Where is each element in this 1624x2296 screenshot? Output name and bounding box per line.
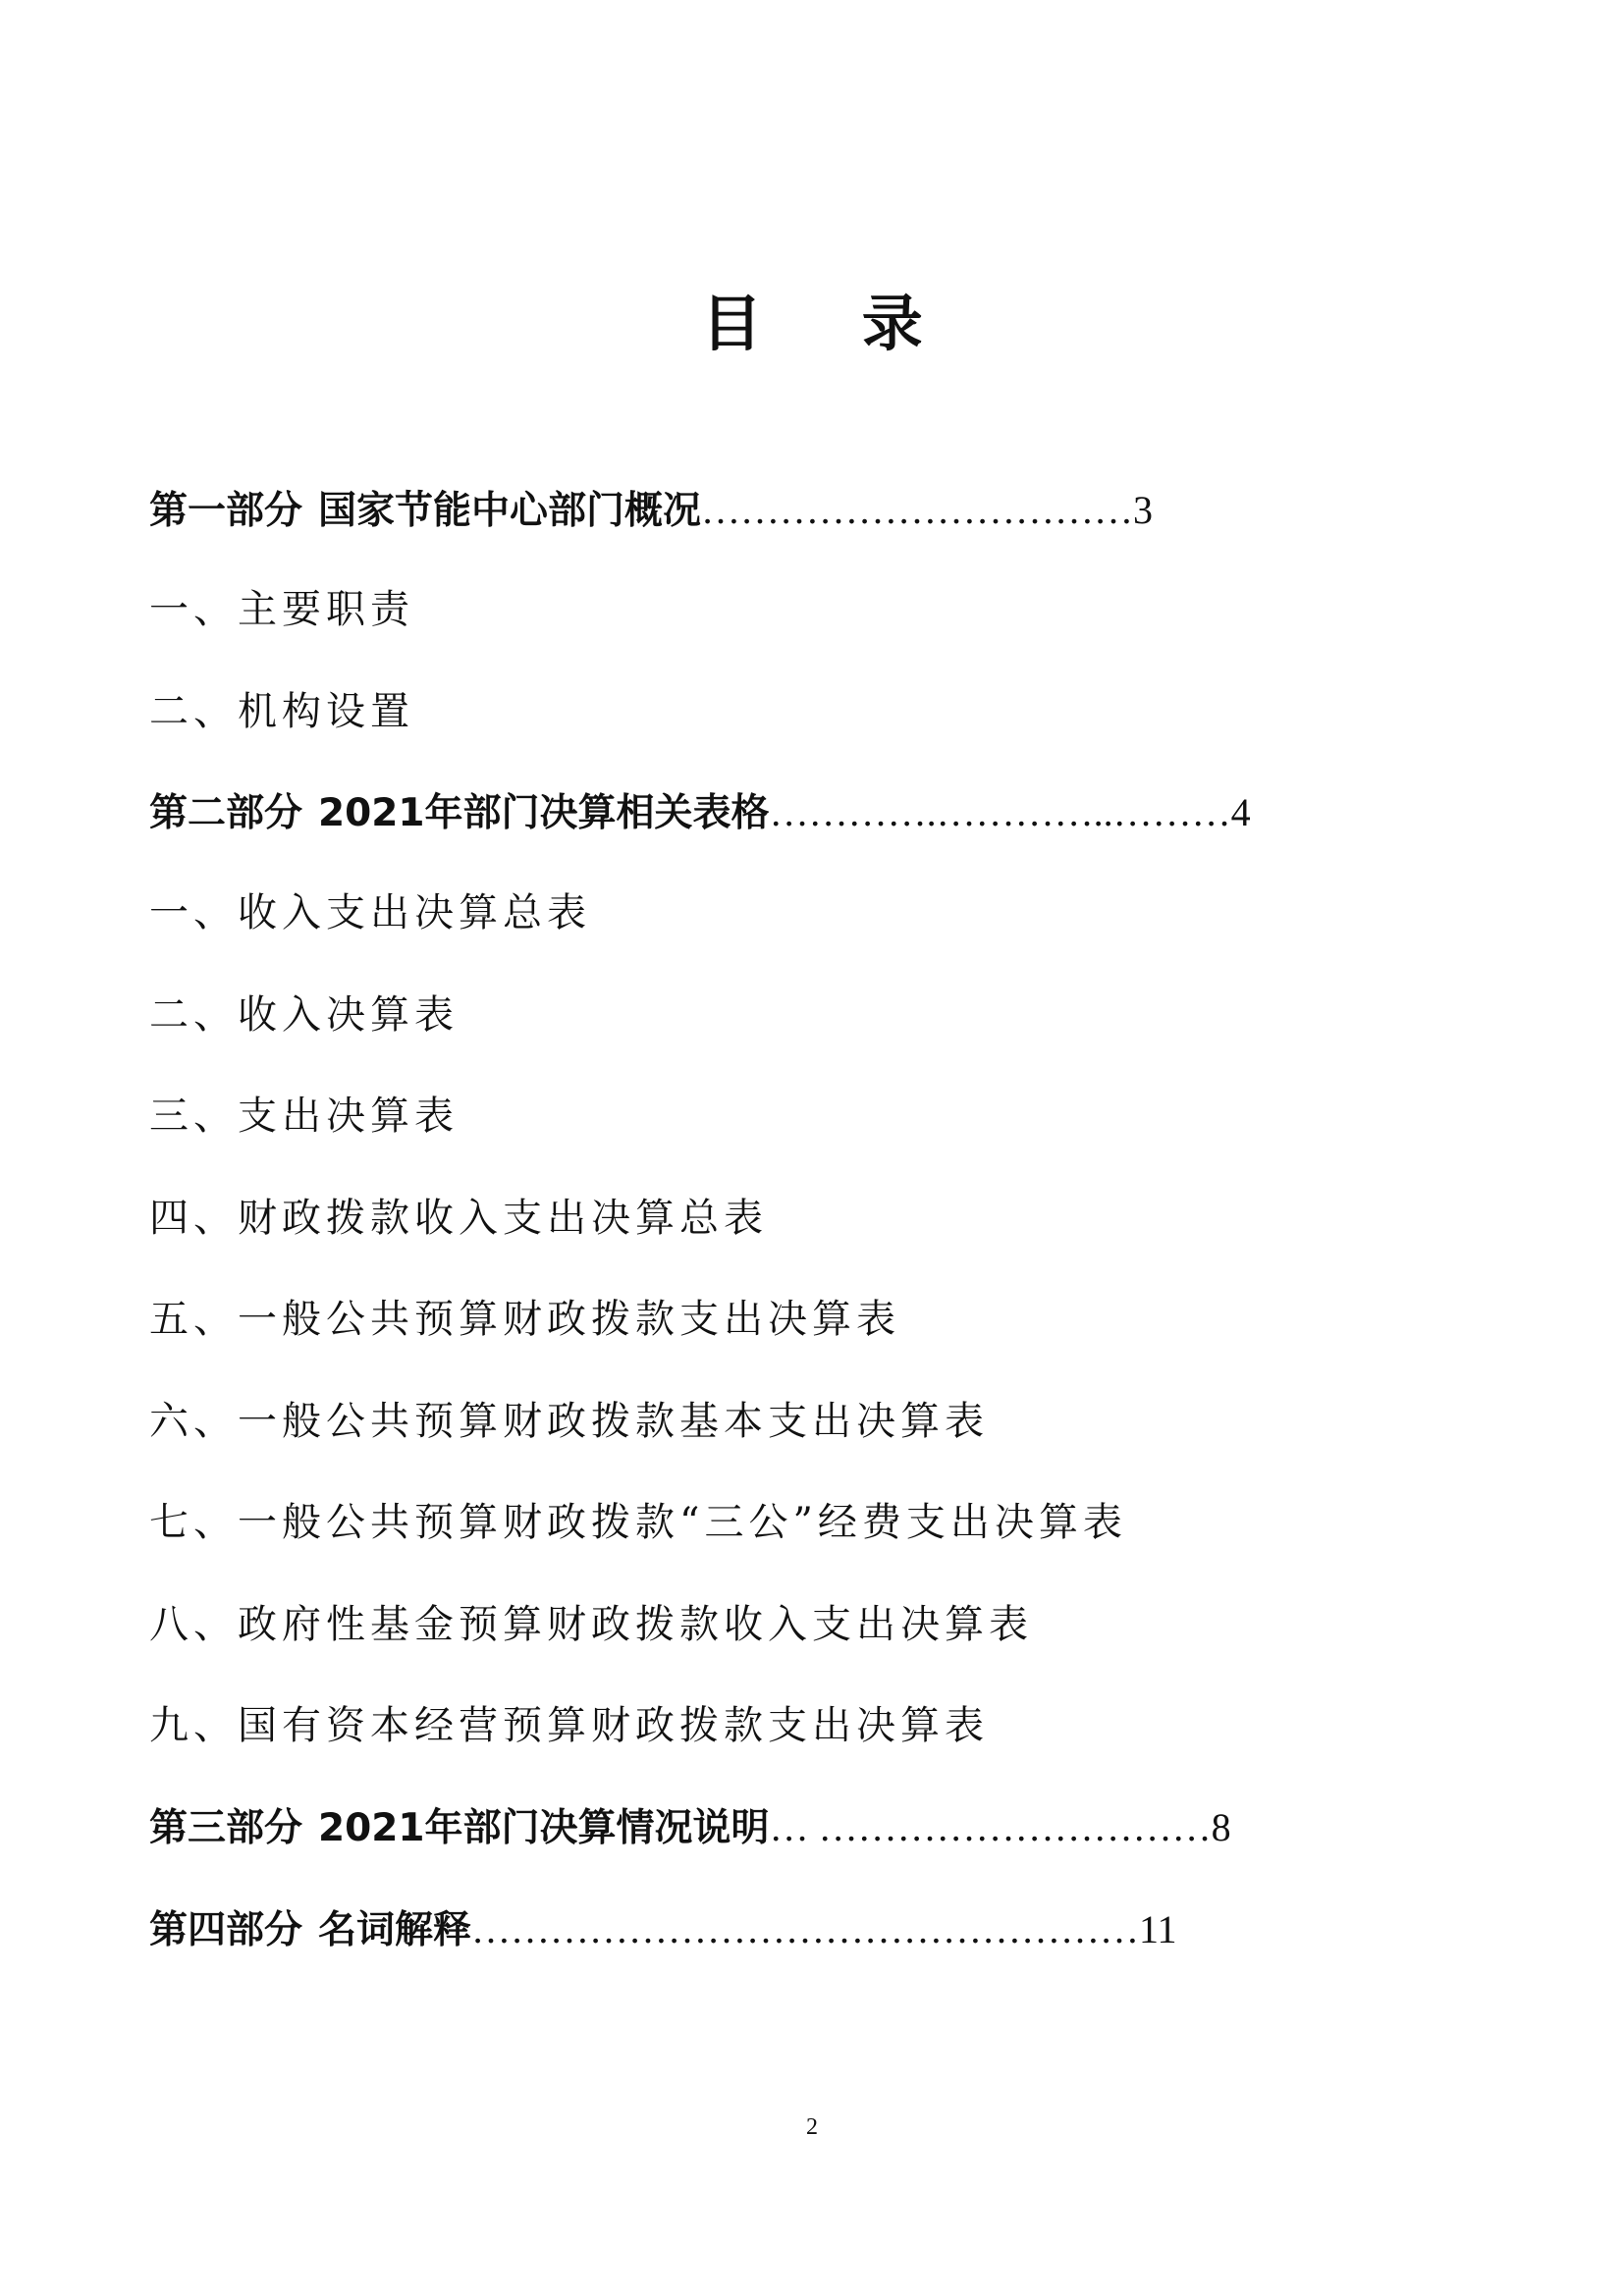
toc-page-number: 11: [1139, 1907, 1177, 1951]
toc-page-number: 8: [1211, 1805, 1231, 1849]
toc-item-table-5[interactable]: 五、一般公共预算财政拨款支出决算表: [149, 1297, 900, 1342]
toc-part-label: 第一部分: [149, 489, 303, 533]
toc-item-organization[interactable]: 二、机构设置: [149, 689, 414, 734]
toc-page-number: 3: [1133, 488, 1154, 532]
toc-part-heading: 2021年部门决算相关表格: [318, 791, 770, 835]
toc-part-2[interactable]: [149, 788, 1251, 838]
toc-item-main-duties[interactable]: 一、主要职责: [149, 587, 414, 632]
toc-part-label: 第三部分: [149, 1806, 303, 1850]
toc-item-table-8[interactable]: 八、政府性基金预算财政拨款收入支出决算表: [149, 1602, 1033, 1647]
toc-part-heading: 名词解释: [318, 1908, 472, 1952]
toc-leader-dots: ………….…………..………: [769, 790, 1231, 834]
toc-part-label: 第二部分: [149, 791, 303, 835]
toc-part-1[interactable]: [149, 486, 1153, 536]
page-title: 目 录: [701, 288, 962, 359]
toc-part-heading: 国家节能中心部门概况: [318, 489, 702, 533]
toc-item-table-3[interactable]: 三、支出决算表: [149, 1094, 459, 1139]
toc-item-table-2[interactable]: 二、收入决算表: [149, 992, 459, 1038]
toc-part-3[interactable]: [149, 1803, 1231, 1853]
toc-item-table-6[interactable]: 六、一般公共预算财政拨款基本支出决算表: [149, 1399, 989, 1444]
toc-item-table-4[interactable]: 四、财政拨款收入支出决算总表: [149, 1196, 768, 1241]
toc-leader-dots: ……………………………: [701, 488, 1134, 532]
toc-leader-dots: … …………………………: [769, 1805, 1212, 1849]
toc-part-4[interactable]: [149, 1905, 1177, 1955]
toc-item-table-7[interactable]: 七、一般公共预算财政拨款“三公”经费支出决算表: [149, 1500, 1127, 1545]
toc-page-number: 4: [1230, 790, 1251, 834]
toc-item-table-1[interactable]: 一、收入支出决算总表: [149, 890, 591, 935]
toc-part-heading: 2021年部门决算情况说明: [318, 1806, 770, 1850]
toc-leader-dots: ……………………………………………: [471, 1907, 1140, 1951]
toc-part-label: 第四部分: [149, 1908, 303, 1952]
toc-item-table-9[interactable]: 九、国有资本经营预算财政拨款支出决算表: [149, 1703, 989, 1748]
page-number: 2: [806, 2114, 818, 2140]
